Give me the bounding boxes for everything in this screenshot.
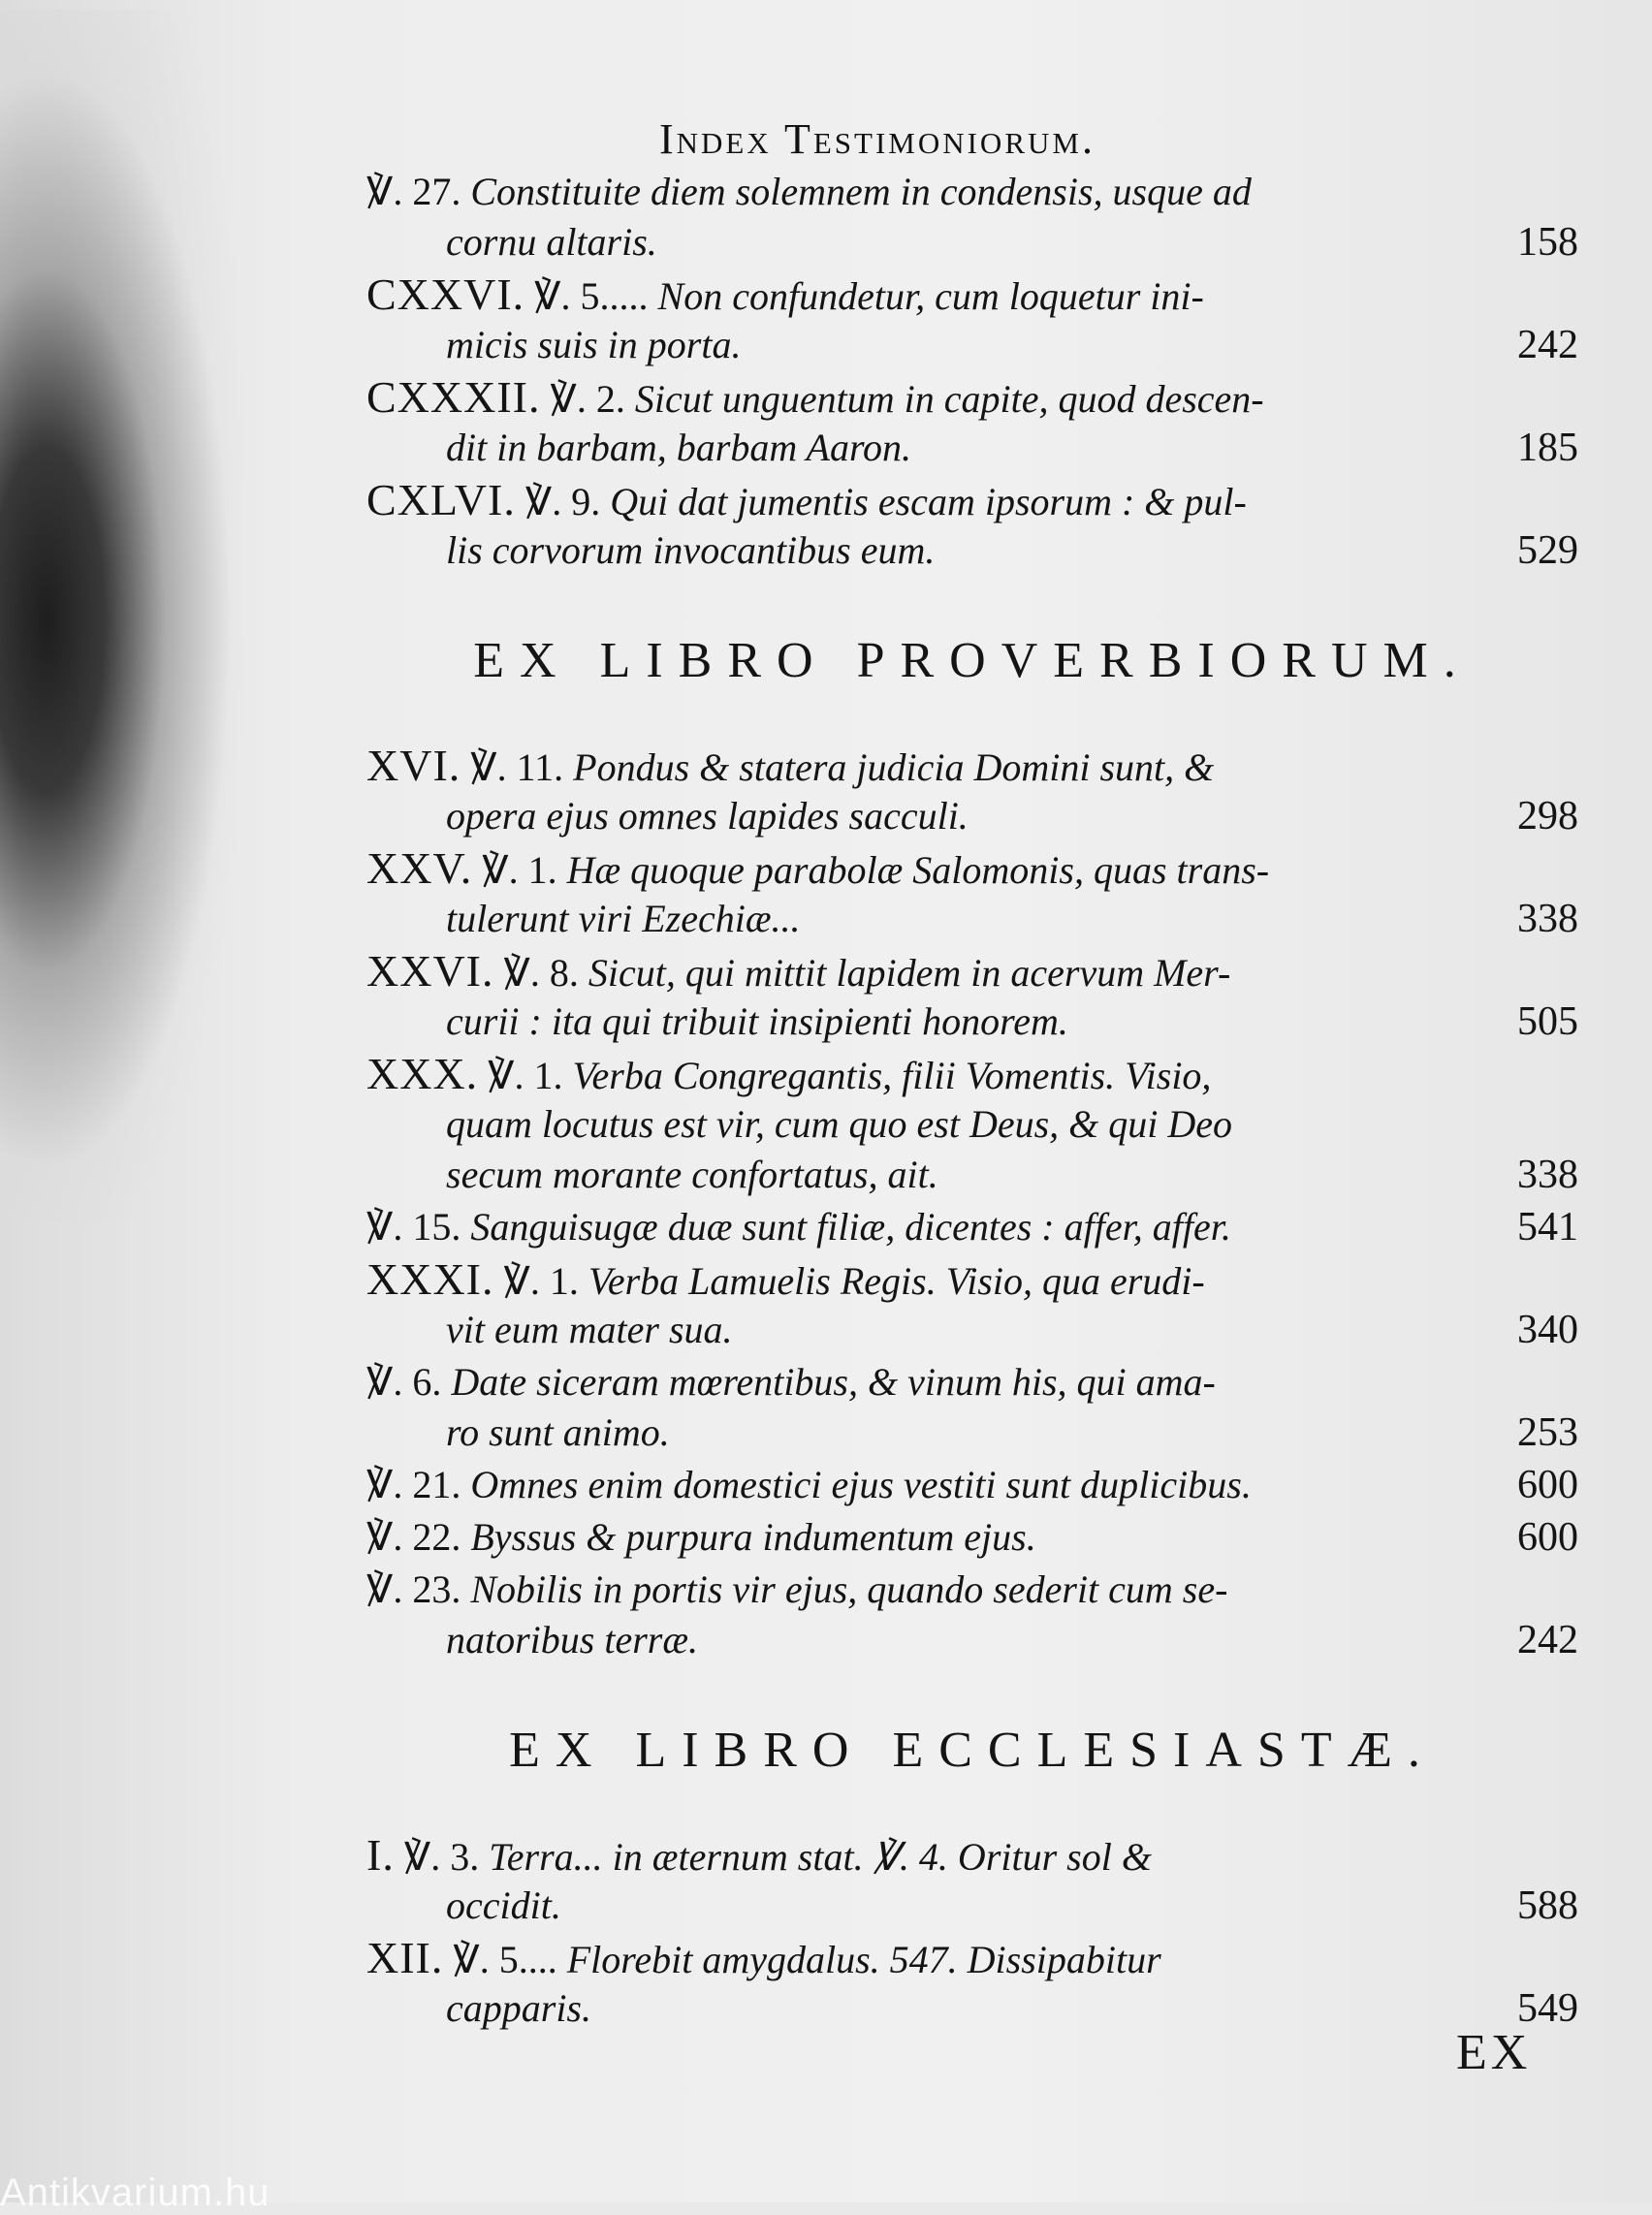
quotation-text: secum morante confortatus, ait.	[446, 1153, 938, 1196]
running-header: Index Testimoniorum.	[659, 115, 1096, 163]
page-number: 541	[1517, 1205, 1578, 1250]
quotation-text: Non confundetur, cum loquetur ini-	[657, 274, 1204, 318]
quotation-text: micis suis in porta.	[446, 323, 742, 366]
intro-entries	[366, 167, 1578, 576]
chapter-ref: XXVI.	[366, 946, 494, 996]
verse-ref: ℣. 6.	[366, 1360, 442, 1404]
index-entry	[366, 1512, 1578, 1563]
entry-line	[366, 475, 1578, 525]
chapter-ref: CXXXII.	[366, 372, 541, 422]
quotation-text: Constituite diem solemnem in condensis, usque ad	[470, 170, 1252, 213]
entry-line	[366, 1202, 1578, 1252]
quotation-text: ro sunt animo.	[446, 1410, 670, 1454]
entry-line	[366, 167, 1578, 217]
chapter-ref: CXXVI.	[366, 269, 525, 319]
quotation-text: Qui dat jumentis escam ipsorum : & pul-	[610, 480, 1247, 523]
chapter-ref: XXV.	[366, 843, 473, 893]
section-title-proverbiorum: EX LIBRO PROVERBIORUM.	[473, 633, 1472, 688]
chapter-ref: XXXI.	[366, 1254, 494, 1304]
page-number: 242	[1517, 1618, 1578, 1662]
index-entry	[366, 1202, 1578, 1252]
entry-line	[366, 1460, 1578, 1510]
page-number: 600	[1517, 1463, 1578, 1507]
index-entry	[366, 1254, 1578, 1355]
index-entry	[366, 372, 1578, 473]
entry-line	[366, 1150, 1578, 1200]
verse-ref: ℣. 5....	[453, 1938, 557, 1981]
chapter-ref: XVI.	[366, 741, 461, 790]
page-number: 340	[1517, 1308, 1578, 1352]
quotation-text: Sicut unguentum in capite, quod descen-	[634, 377, 1264, 421]
quotation-text: Date siceram mœrentibus, & vinum his, qui ama-	[451, 1360, 1216, 1404]
page-number: 505	[1517, 999, 1578, 1044]
quotation-text: natoribus terræ.	[446, 1618, 699, 1661]
entry-line	[366, 997, 1578, 1047]
quotation-text: vit eum mater sua.	[446, 1308, 733, 1351]
entry-line	[366, 1512, 1578, 1563]
page-number: 158	[1517, 220, 1578, 265]
water-stain	[0, 68, 233, 1173]
verse-ref: ℣. 9.	[524, 480, 601, 523]
entry-line	[366, 320, 1578, 370]
quotation-text: Sanguisugæ duæ sunt filiæ, dicentes : affer, affer.	[470, 1205, 1231, 1249]
quotation-text: Verba Lamuelis Regis. Visio, qua erudi-	[588, 1259, 1205, 1303]
index-entry	[366, 843, 1578, 944]
entry-line	[366, 843, 1578, 894]
entry-line	[366, 1357, 1578, 1408]
proverbiorum-entries	[366, 741, 1578, 1665]
chapter-ref: I.	[366, 1830, 395, 1880]
page-number: 338	[1517, 1153, 1578, 1197]
entry-line	[366, 946, 1578, 997]
entry-line	[366, 1565, 1578, 1615]
entry-line	[366, 741, 1578, 791]
chapter-ref: XII.	[366, 1933, 444, 1982]
verse-ref: ℣. 1.	[482, 848, 557, 892]
verse-ref: ℣. 1.	[503, 1259, 579, 1303]
entry-line	[366, 1049, 1578, 1099]
page-number: 529	[1517, 528, 1578, 573]
entry-line	[366, 1254, 1578, 1305]
verse-ref: ℣. 21.	[366, 1463, 461, 1506]
quotation-text: tulerunt viri Ezechiæ...	[446, 897, 801, 940]
index-entry	[366, 946, 1578, 1047]
entry-line	[366, 1983, 1578, 2034]
quotation-text: curii : ita qui tribuit insipienti honorem.	[446, 999, 1068, 1043]
quotation-text: cornu altaris.	[446, 220, 657, 264]
quotation-text: lis corvorum invocantibus eum.	[446, 528, 936, 572]
chapter-ref: XXX.	[366, 1049, 479, 1098]
page-number: 338	[1517, 897, 1578, 941]
entry-line	[366, 1933, 1578, 1983]
index-entry	[366, 741, 1578, 841]
index-entry	[366, 1830, 1578, 1931]
index-entry	[366, 475, 1578, 576]
quotation-text: dit in barbam, barbam Aaron.	[446, 426, 912, 469]
quotation-text: opera ejus omnes lapides sacculi.	[446, 794, 969, 838]
quotation-text: capparis.	[446, 1986, 591, 2030]
entry-line	[366, 791, 1578, 841]
quotation-text: Nobilis in portis vir ejus, quando sederit cum se-	[470, 1567, 1228, 1611]
quotation-text: occidit.	[446, 1883, 561, 1927]
quotation-text: Sicut, qui mittit lapidem in acervum Mer-	[588, 951, 1231, 995]
entry-line	[366, 1615, 1578, 1665]
verse-ref: ℣. 27.	[366, 170, 461, 213]
quotation-text: Terra... in æternum stat. ℣. 4. Oritur sol &	[489, 1835, 1152, 1879]
entry-line	[366, 269, 1578, 320]
index-entry	[366, 1357, 1578, 1458]
verse-ref: ℣. 15.	[366, 1205, 461, 1249]
verse-ref: ℣. 11.	[470, 745, 564, 789]
verse-ref: ℣. 8.	[503, 951, 579, 995]
index-entry	[366, 167, 1578, 268]
page-number: 242	[1517, 323, 1578, 367]
entry-line	[366, 525, 1578, 576]
quotation-text: Florebit amygdalus. 547. Dissipabitur	[566, 1938, 1161, 1981]
entry-line	[366, 1881, 1578, 1931]
page-number: 253	[1517, 1410, 1578, 1455]
page-number: 298	[1517, 794, 1578, 839]
entry-line	[366, 894, 1578, 944]
quotation-text: Hæ quoque parabolæ Salomonis, quas trans-	[566, 848, 1270, 892]
quotation-text: Pondus & statera judicia Domini sunt, &	[573, 745, 1215, 789]
entry-line	[366, 372, 1578, 423]
entry-line	[366, 1305, 1578, 1355]
index-entry	[366, 269, 1578, 370]
quotation-text: Omnes enim domestici ejus vestiti sunt duplicibus.	[470, 1463, 1252, 1506]
verse-ref: ℣. 5.....	[534, 274, 649, 318]
page-number: 588	[1517, 1883, 1578, 1928]
entry-line	[366, 423, 1578, 473]
catchword: EX	[1456, 2025, 1532, 2080]
ecclesiastae-entries	[366, 1830, 1578, 2034]
verse-ref: ℣. 3.	[403, 1835, 480, 1879]
page-number: 185	[1517, 426, 1578, 470]
index-content	[366, 167, 1578, 2036]
entry-line	[366, 1408, 1578, 1458]
page-number: 600	[1517, 1515, 1578, 1560]
quotation-text: Byssus & purpura indumentum ejus.	[470, 1515, 1036, 1559]
watermark: Antikvarium.hu	[0, 2171, 270, 2214]
index-entry	[366, 1460, 1578, 1510]
page-number: 549	[1517, 1986, 1578, 2031]
verse-ref: ℣. 22.	[366, 1515, 461, 1559]
entry-line	[366, 1099, 1578, 1150]
verse-ref: ℣. 2.	[550, 377, 625, 421]
quotation-text: Verba Congregantis, filii Vomentis. Visio,	[572, 1054, 1212, 1097]
index-entry	[366, 1565, 1578, 1665]
verse-ref: ℣. 1.	[488, 1054, 563, 1097]
entry-line	[366, 1830, 1578, 1881]
index-entry	[366, 1933, 1578, 2034]
verse-ref: ℣. 23.	[366, 1567, 461, 1611]
entry-line	[366, 217, 1578, 268]
chapter-ref: CXLVI.	[366, 475, 516, 524]
quotation-text: quam locutus est vir, cum quo est Deus, & qui Deo	[446, 1102, 1233, 1146]
index-entry	[366, 1049, 1578, 1200]
section-title-ecclesiastae: EX LIBRO ECCLESIASTÆ.	[509, 1723, 1436, 1778]
